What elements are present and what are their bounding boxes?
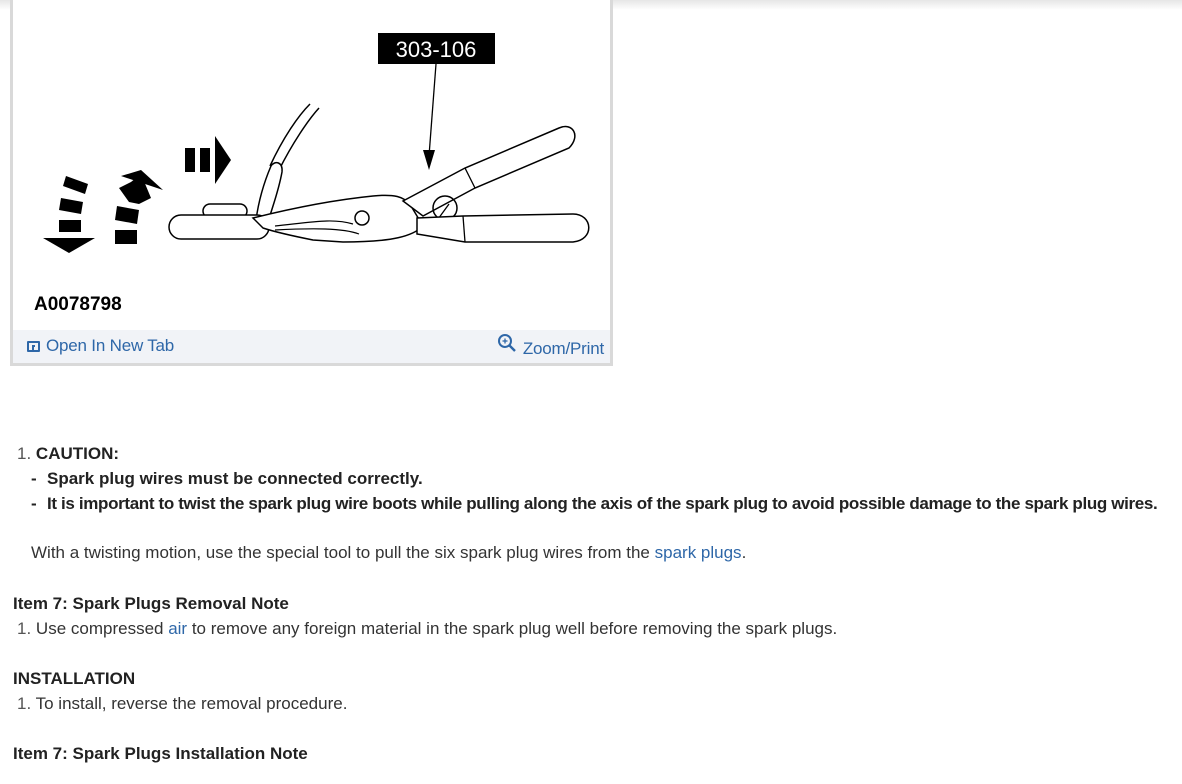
figure-card [10, 0, 613, 366]
air-link[interactable]: air [168, 619, 188, 638]
removal-note-prefix: Use compressed [35, 619, 169, 638]
tool-jaw [253, 195, 423, 242]
step-number: 1. [17, 444, 32, 463]
caution-item [31, 469, 423, 489]
installation-step [17, 694, 347, 714]
instruction-text [31, 543, 746, 563]
figure-id: A0078798 [34, 294, 122, 315]
push-arrow-icon [185, 136, 231, 184]
installation-note-heading: Item 7: Spark Plugs Installation Note [13, 744, 308, 763]
open-in-new-tab-label: Open In New Tab [46, 336, 175, 355]
tool-handle-upper [403, 127, 575, 216]
caution-label: CAUTION: [35, 444, 120, 463]
open-in-new-tab-link[interactable] [27, 336, 174, 356]
zoom-print-link[interactable] [497, 333, 604, 359]
installation-text: To install, reverse the removal procedure. [35, 694, 348, 713]
removal-note-suffix: to remove any foreign material in the spark plug well before removing the spark plugs. [187, 619, 838, 638]
caution-text: It is important to twist the spark plug wire boots while pulling along the axis of the spark plug to avoid possible damage to the spark plug wires. [47, 494, 1158, 513]
installation-heading: INSTALLATION [13, 669, 136, 688]
tool-label: 303-106 [395, 37, 477, 62]
tool-handle-lower [417, 214, 589, 242]
open-new-tab-icon [27, 341, 40, 352]
leader-arrowhead [423, 150, 435, 170]
tool-pivot [355, 211, 369, 225]
instruction-prefix: With a twisting motion, use the special tool to pull the six spark plug wires from the [31, 543, 655, 562]
spark-plug-wire [270, 104, 319, 170]
caution-text: Spark plug wires must be connected correctly. [47, 469, 423, 488]
bullet-dash: - [31, 469, 37, 488]
caution-step [17, 444, 119, 464]
instruction-suffix: . [741, 543, 747, 562]
caution-item [31, 494, 1157, 514]
step-number: 1. [17, 694, 32, 713]
step-number: 1. [17, 619, 32, 638]
figure-footer [13, 330, 610, 363]
spark-plugs-link[interactable]: spark plugs [654, 543, 742, 562]
spark-plug-wire-removal-illustration [13, 0, 610, 330]
removal-note-step [17, 619, 837, 639]
bullet-dash: - [31, 494, 37, 513]
zoom-in-icon [497, 333, 517, 353]
up-arrow-icon [115, 170, 163, 244]
removal-note-heading: Item 7: Spark Plugs Removal Note [13, 594, 289, 613]
leader-line [429, 64, 436, 156]
down-arrow-icon [43, 176, 95, 253]
zoom-print-label: Zoom/Print [522, 339, 604, 358]
